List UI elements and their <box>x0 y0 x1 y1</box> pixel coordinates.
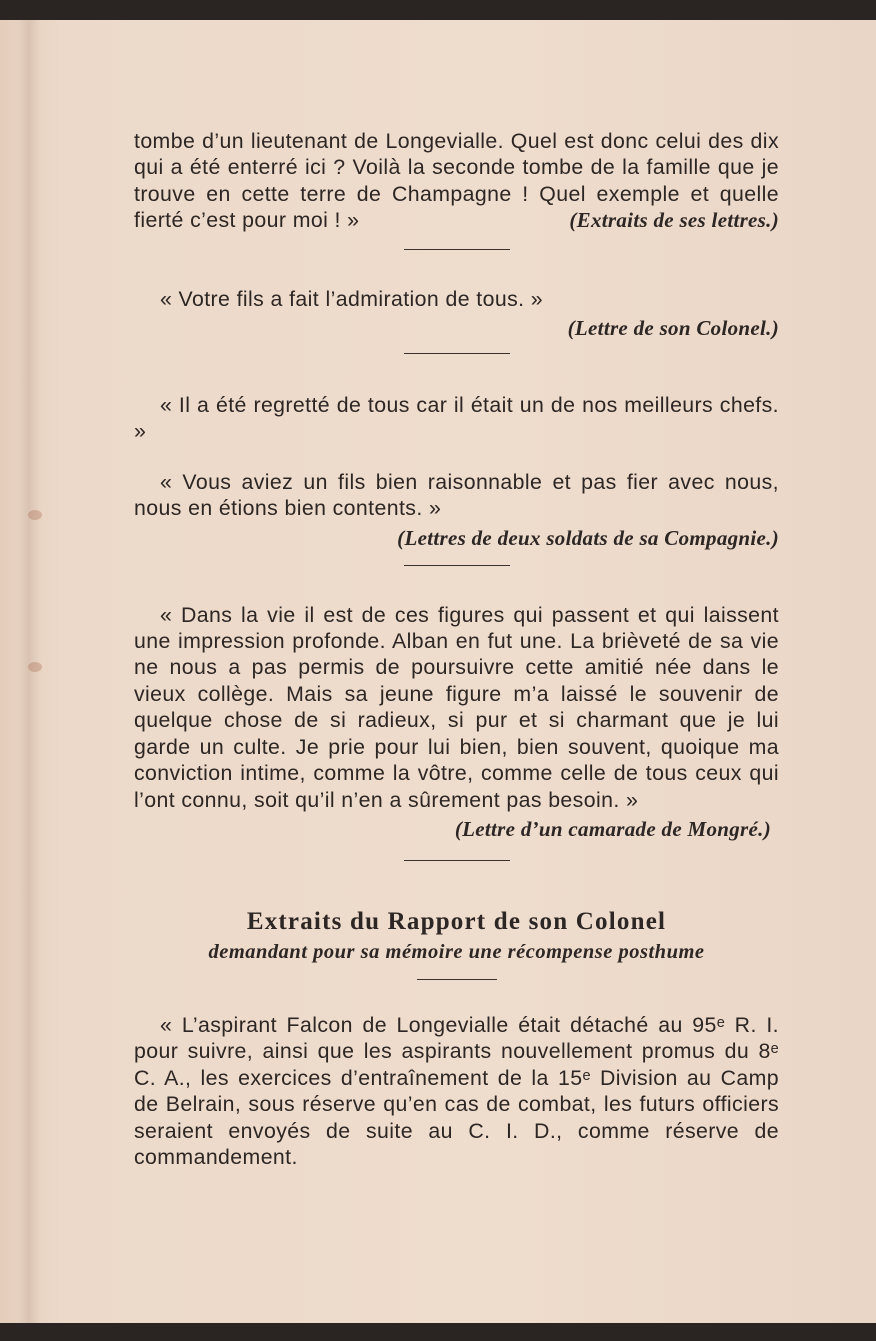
stain-mark <box>28 510 42 520</box>
soldier-quote-2: « Vous aviez un fils bien raisonnable et pas fier avec nous, nous en étions bien contents. » <box>134 469 779 521</box>
separator-rule <box>404 860 510 861</box>
letter-excerpt-paragraph: tombe d’un lieutenant de Longevialle. Quel est donc celui des dix qui a été enterré ici ? Voilà la seconde tombe de la famille que je trouve en cette terre de Champagne ! Quel exemple et quelle fierté c’est pour moi ! » <box>134 129 779 233</box>
separator-rule <box>404 565 510 566</box>
colonel-quote: « Votre fils a fait l’admiration de tous. » <box>160 286 543 311</box>
text-column <box>134 128 779 1170</box>
separator-rule <box>404 353 510 354</box>
source-citation: (Lettres de deux soldats de sa Compagnie.) <box>397 525 779 550</box>
source-citation: (Lettre de son Colonel.) <box>567 316 779 341</box>
comrade-letter-paragraph: « Dans la vie il est de ces figures qui passent et qui laissent une impression profonde. Alban en fut une. La brièveté de sa vie ne nous a pas permis de poursuivre cette amitié née dans le vieux collège. Mais sa jeune figure m’a laissé le souvenir de quelque chose de si radieux, si pur et si charmant que je lui garde un culte. Je prie pour lui bien, bien souvent, quoique ma conviction intime, comme la vôtre, comme celle de tous ceux qui l’ont connu, soit qu’il n’en a sûrement pas besoin. » <box>134 602 779 812</box>
source-citation: (Lettre d’un camarade de Mongré.) <box>454 816 771 841</box>
source-citation: (Extraits de ses lettres.) <box>569 207 779 232</box>
report-paragraph: « L’aspirant Falcon de Longevialle était détaché au 95ᵉ R. I. pour suivre, ainsi que les aspirants nouvellement promus du 8ᵉ C. A., les exercices d’entraînement de la 15ᵉ Division au Camp de Belrain, sous réserve qu’en cas de combat, les futurs officiers seraient envoyés de suite au C. I. D., comme réserve de commandement. <box>134 1012 779 1169</box>
soldier-quote-1: « Il a été regretté de tous car il était un de nos meilleurs chefs. » <box>134 393 779 444</box>
section-subheading: demandant pour sa mémoire une récompense posthume <box>208 940 705 963</box>
separator-rule <box>417 979 497 980</box>
page <box>0 20 876 1323</box>
stain-mark <box>28 662 42 672</box>
separator-rule <box>404 249 510 250</box>
section-heading: Extraits du Rapport de son Colonel <box>246 907 667 935</box>
